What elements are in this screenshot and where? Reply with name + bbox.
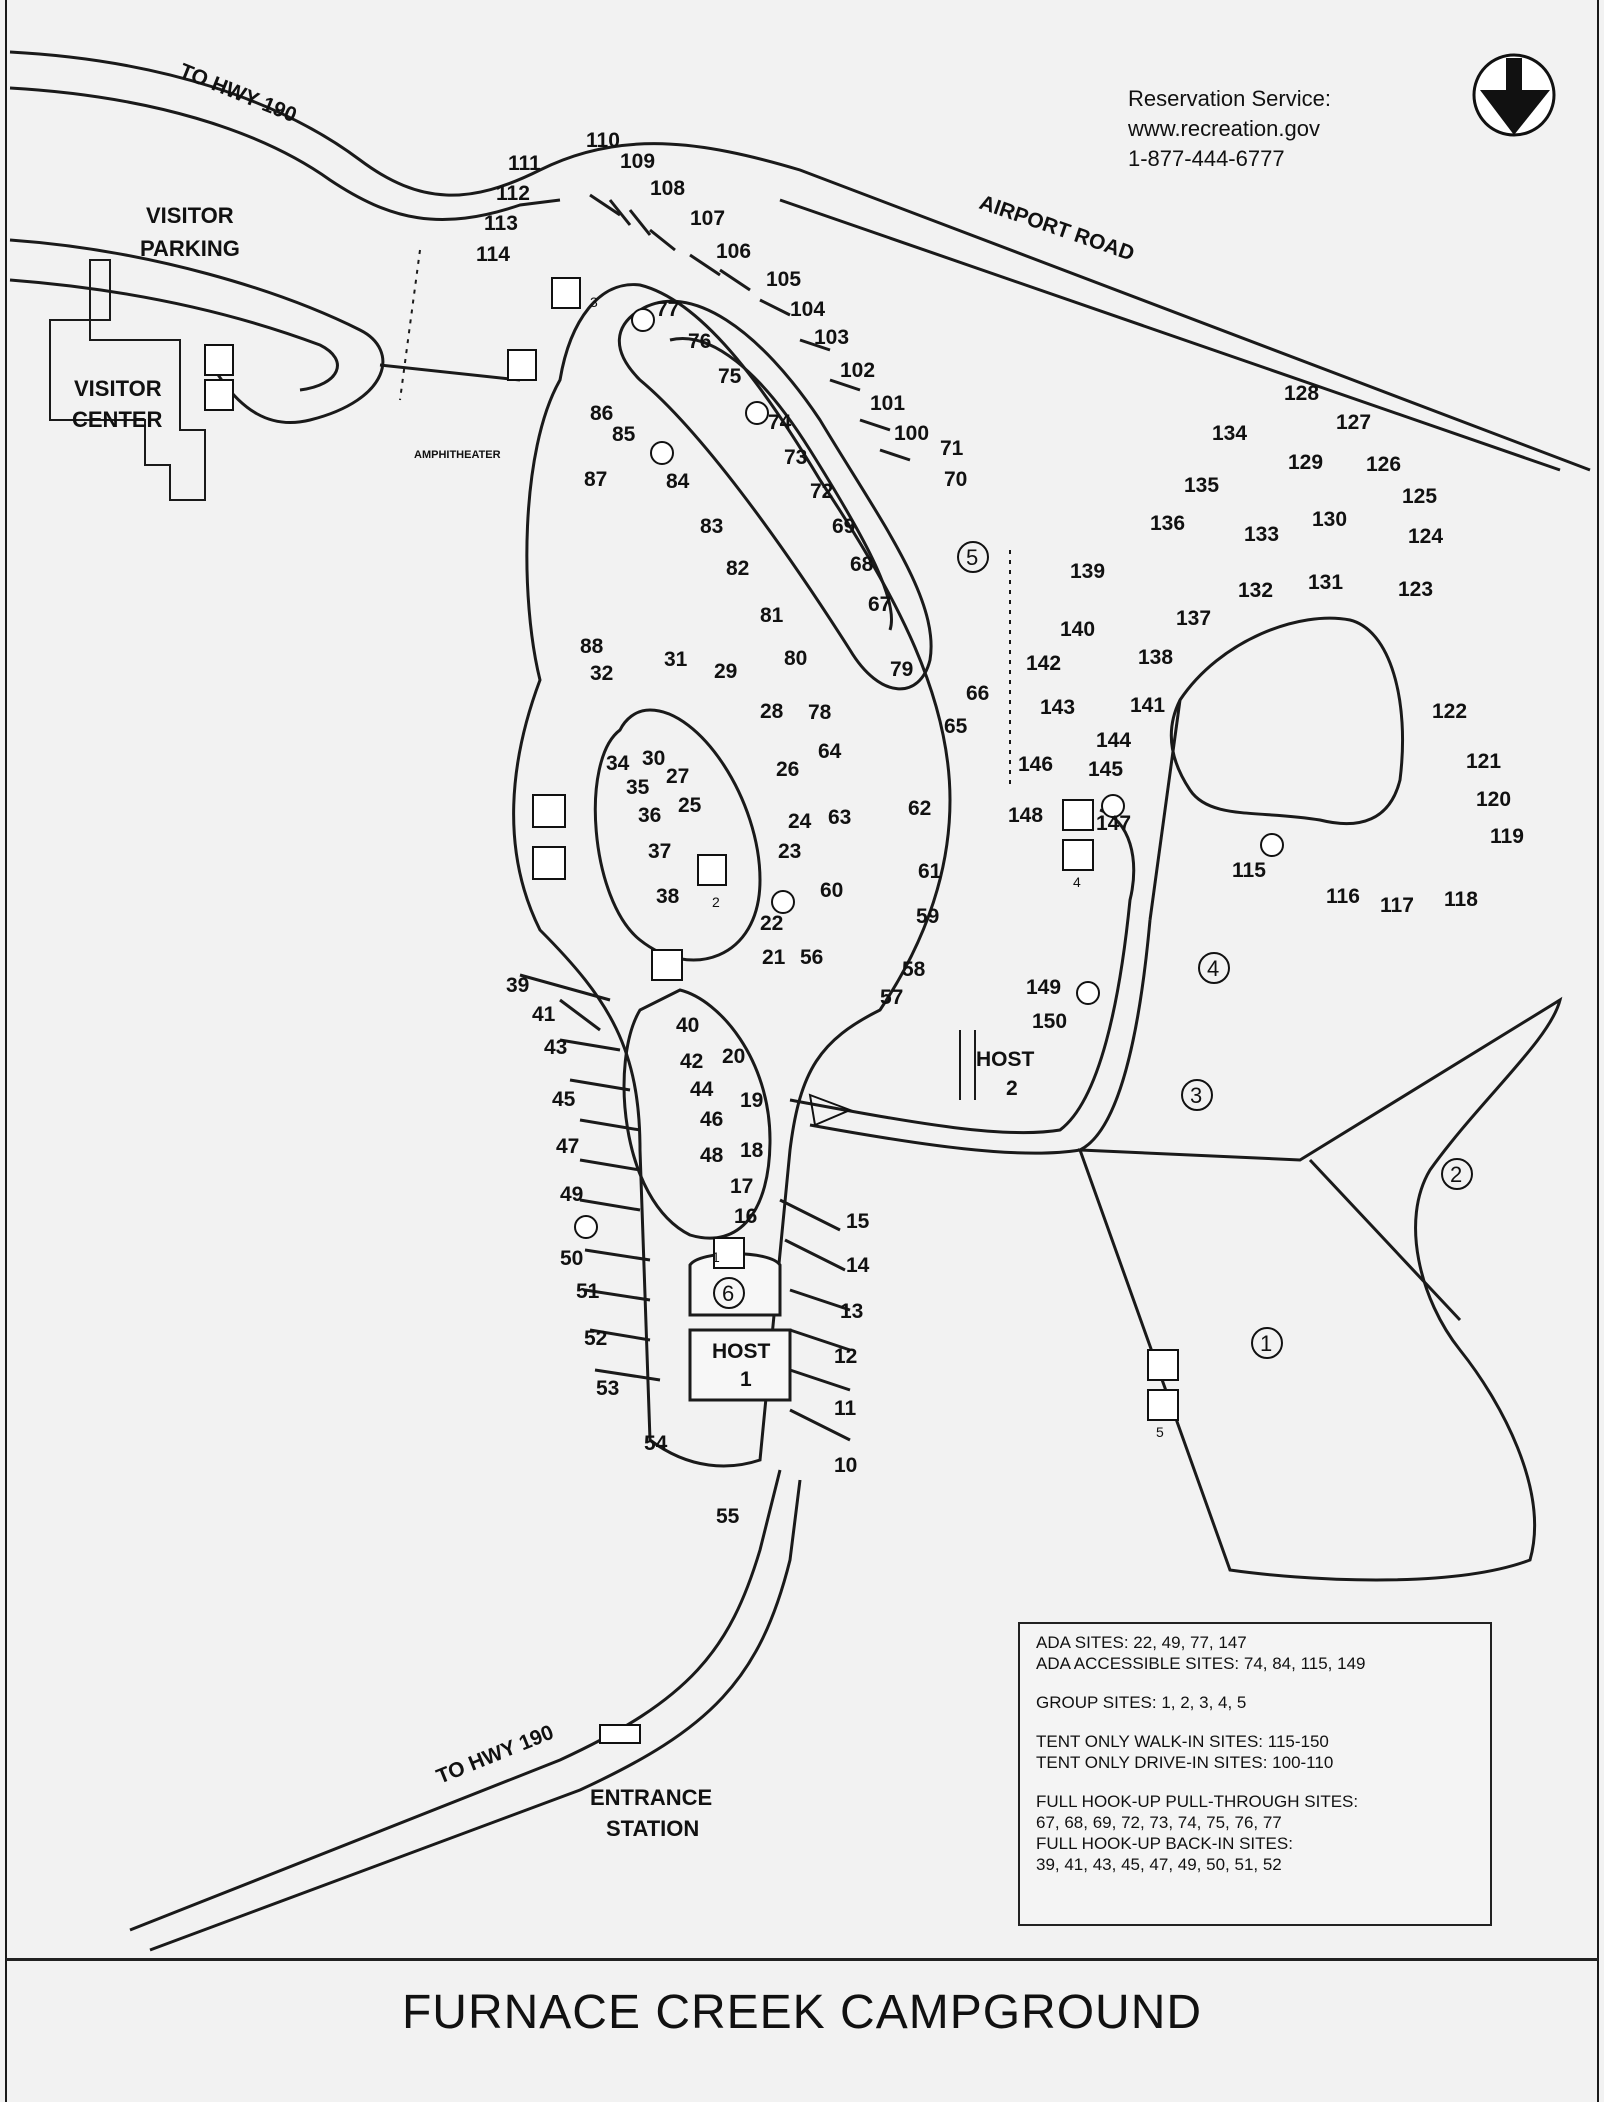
campsite-134[interactable]: 134 (1212, 422, 1248, 445)
legend-full-pull-label: FULL HOOK-UP PULL-THROUGH SITES: (1036, 1792, 1359, 1811)
amphitheater-label: AMPHITHEATER (414, 449, 501, 461)
campsite-82[interactable]: 82 (726, 557, 750, 580)
campsite-25[interactable]: 25 (678, 794, 702, 817)
campsite-21[interactable]: 21 (762, 946, 786, 969)
group-site-4[interactable]: 4 (1207, 956, 1220, 981)
campsite-30[interactable]: 30 (642, 747, 666, 770)
campsite-118[interactable]: 118 (1444, 888, 1478, 911)
group-site-1-loop[interactable] (1080, 1000, 1560, 1580)
campsite-149[interactable]: 149 (1026, 976, 1062, 999)
campsite-20[interactable]: 20 (722, 1045, 746, 1068)
campsite-76[interactable]: 76 (688, 330, 712, 353)
legend-group-sites: GROUP SITES: 1, 2, 3, 4, 5 (1036, 1693, 1247, 1712)
visitor-center-label-2: CENTER (72, 407, 163, 432)
host-1-label: HOST (712, 1340, 771, 1363)
campsite-150[interactable]: 150 (1032, 1010, 1068, 1033)
page-title: FURNACE CREEK CAMPGROUND (401, 1986, 1203, 2039)
campsite-69[interactable]: 69 (832, 515, 856, 538)
campsite-12[interactable]: 12 (834, 1345, 858, 1368)
campsite-41[interactable]: 41 (532, 1003, 556, 1026)
campsite-44[interactable]: 44 (690, 1078, 714, 1101)
campsite-87[interactable]: 87 (584, 468, 608, 491)
visitor-parking-road-inner (10, 280, 337, 390)
campsite-129[interactable]: 129 (1288, 451, 1324, 474)
restroom-number-2: 2 (712, 894, 720, 910)
campsite-83[interactable]: 83 (700, 515, 724, 538)
campsite-46[interactable]: 46 (700, 1108, 724, 1131)
campsite-23[interactable]: 23 (778, 840, 802, 863)
campsite-71[interactable]: 71 (940, 437, 964, 460)
visitor-parking-label-2: PARKING (140, 236, 240, 261)
campsite-47[interactable]: 47 (556, 1135, 580, 1158)
to-hwy-190-bottom-label: TO HWY 190 (433, 1720, 557, 1789)
campsite-68[interactable]: 68 (850, 553, 874, 576)
campsite-labels (476, 129, 1524, 1528)
group-site-3[interactable]: 3 (1190, 1083, 1203, 1108)
campsite-117[interactable]: 117 (1380, 894, 1414, 917)
campsite-29[interactable]: 29 (714, 660, 738, 683)
group-site-6[interactable]: 6 (722, 1281, 735, 1306)
footer-divider (6, 1958, 1598, 1961)
campsite-50[interactable]: 50 (560, 1247, 584, 1270)
campsite-107[interactable]: 107 (690, 207, 726, 230)
airport-road-label: AIRPORT ROAD (976, 190, 1138, 266)
campsite-86[interactable]: 86 (590, 402, 614, 425)
campsite-11[interactable]: 11 (834, 1397, 857, 1420)
campsite-122[interactable]: 122 (1432, 700, 1468, 723)
legend-ada-accessible-sites: ADA ACCESSIBLE SITES: 74, 84, 115, 149 (1036, 1654, 1366, 1673)
campsite-43[interactable]: 43 (544, 1036, 568, 1059)
entrance-road[interactable] (130, 1470, 780, 1930)
campsite-15[interactable]: 15 (846, 1210, 870, 1233)
campsite-133[interactable]: 133 (1244, 523, 1280, 546)
campsite-110[interactable]: 110 (586, 129, 620, 152)
campsite-113[interactable]: 113 (484, 212, 518, 235)
campsite-123[interactable]: 123 (1398, 578, 1434, 601)
campsite-100[interactable]: 100 (894, 422, 930, 445)
campsite-54[interactable]: 54 (644, 1432, 668, 1455)
group-site-2[interactable]: 2 (1450, 1162, 1463, 1187)
campsite-126[interactable]: 126 (1366, 453, 1402, 476)
restroom-number-4: 4 (1073, 874, 1081, 890)
campsite-49[interactable]: 49 (560, 1183, 584, 1206)
group-site-5[interactable]: 5 (966, 545, 979, 570)
campsite-104[interactable]: 104 (790, 298, 826, 321)
host-2-label: HOST (976, 1048, 1035, 1071)
legend-full-back-sites: 39, 41, 43, 45, 47, 49, 50, 51, 52 (1036, 1855, 1282, 1874)
campsite-51[interactable]: 51 (576, 1280, 600, 1303)
reservation-website[interactable]: www.recreation.gov (1128, 116, 1320, 141)
campsite-74[interactable]: 74 (768, 411, 792, 434)
campsite-148[interactable]: 148 (1008, 804, 1044, 827)
campsite-60[interactable]: 60 (820, 879, 844, 902)
legend-box (1018, 1622, 1492, 1926)
campsite-132[interactable]: 132 (1238, 579, 1274, 602)
restroom-number-5: 5 (1156, 1424, 1164, 1440)
campsite-84[interactable]: 84 (666, 470, 690, 493)
campsite-108[interactable]: 108 (650, 177, 686, 200)
restroom-number-1: 1 (712, 1249, 720, 1265)
campsite-28[interactable]: 28 (760, 700, 784, 723)
campsite-80[interactable]: 80 (784, 647, 808, 670)
campsite-88[interactable]: 88 (580, 635, 604, 658)
amphitheater-path[interactable] (380, 365, 520, 380)
campsite-19[interactable]: 19 (740, 1089, 764, 1112)
legend-full-pull-sites: 67, 68, 69, 72, 73, 74, 75, 76, 77 (1036, 1813, 1282, 1832)
campsite-63[interactable]: 63 (828, 806, 852, 829)
campsite-105[interactable]: 105 (766, 268, 802, 291)
campsite-139[interactable]: 139 (1070, 560, 1106, 583)
campsite-101[interactable]: 101 (870, 392, 906, 415)
campsite-32[interactable]: 32 (590, 662, 614, 685)
campsite-119[interactable]: 119 (1490, 825, 1524, 848)
campsite-53[interactable]: 53 (596, 1377, 620, 1400)
campsite-70[interactable]: 70 (944, 468, 968, 491)
campsite-67[interactable]: 67 (868, 593, 892, 616)
campsite-121[interactable]: 121 (1466, 750, 1502, 773)
campsite-24[interactable]: 24 (788, 810, 812, 833)
campsite-39[interactable]: 39 (506, 974, 530, 997)
campsite-34[interactable]: 34 (606, 752, 630, 775)
campsite-10[interactable]: 10 (834, 1454, 858, 1477)
campsite-109[interactable]: 109 (620, 150, 656, 173)
campsite-77[interactable]: 77 (656, 298, 680, 321)
tent-area-road[interactable] (1150, 700, 1180, 920)
campsite-145[interactable]: 145 (1088, 758, 1124, 781)
campsite-16[interactable]: 16 (734, 1205, 758, 1228)
campsite-144[interactable]: 144 (1096, 729, 1132, 752)
visitor-center-label-1: VISITOR (74, 376, 162, 401)
campsite-131[interactable]: 131 (1308, 571, 1344, 594)
campsite-62[interactable]: 62 (908, 797, 932, 820)
group-site-markers (714, 542, 1472, 1358)
campsite-31[interactable]: 31 (664, 648, 688, 671)
group-sites-road-edge (810, 920, 1150, 1153)
campsite-22[interactable]: 22 (760, 912, 784, 935)
campsite-14[interactable]: 14 (846, 1254, 870, 1277)
campsite-37[interactable]: 37 (648, 840, 672, 863)
campsite-116[interactable]: 116 (1326, 885, 1360, 908)
campsite-35[interactable]: 35 (626, 776, 650, 799)
campsite-58[interactable]: 58 (902, 958, 926, 981)
campsite-38[interactable]: 38 (656, 885, 680, 908)
to-hwy-190-top-label: TO HWY 190 (176, 59, 300, 128)
campsite-57[interactable]: 57 (880, 986, 904, 1009)
campsite-141[interactable]: 141 (1130, 694, 1166, 717)
reservation-phone[interactable]: 1-877-444-6777 (1128, 146, 1285, 171)
campsite-75[interactable]: 75 (718, 365, 742, 388)
visitor-parking-label-1: VISITOR (146, 203, 234, 228)
campsite-52[interactable]: 52 (584, 1327, 608, 1350)
campsite-124[interactable]: 124 (1408, 525, 1444, 548)
legend-tent-drive-in: TENT ONLY DRIVE-IN SITES: 100-110 (1036, 1753, 1334, 1772)
campsite-40[interactable]: 40 (676, 1014, 700, 1037)
campsite-120[interactable]: 120 (1476, 788, 1512, 811)
reservation-info (1128, 84, 1331, 174)
north-arrow-icon (1474, 55, 1554, 135)
group-site-1[interactable]: 1 (1260, 1331, 1273, 1356)
campsite-18[interactable]: 18 (740, 1139, 764, 1162)
campsite-26[interactable]: 26 (776, 758, 800, 781)
campsite-48[interactable]: 48 (700, 1144, 724, 1167)
entrance-station-label-1: ENTRANCE (590, 1785, 713, 1810)
campsite-85[interactable]: 85 (612, 423, 636, 446)
inner-loop-a[interactable] (595, 710, 760, 960)
campsite-72[interactable]: 72 (810, 480, 834, 503)
campsite-140[interactable]: 140 (1060, 618, 1096, 641)
legend-tent-walk-in: TENT ONLY WALK-IN SITES: 115-150 (1036, 1732, 1329, 1751)
campsite-112[interactable]: 112 (496, 182, 530, 205)
campsite-130[interactable]: 130 (1312, 508, 1348, 531)
campsite-13[interactable]: 13 (840, 1300, 864, 1323)
campsite-142[interactable]: 142 (1026, 652, 1062, 675)
restroom-icon (205, 278, 1178, 1420)
campsite-64[interactable]: 64 (818, 740, 842, 763)
entrance-road-edge (150, 1480, 800, 1950)
campsite-78[interactable]: 78 (808, 701, 832, 724)
campsite-59[interactable]: 59 (916, 905, 940, 928)
campsite-42[interactable]: 42 (680, 1050, 704, 1073)
campsite-79[interactable]: 79 (890, 658, 914, 681)
campsite-102[interactable]: 102 (840, 359, 876, 382)
campsite-61[interactable]: 61 (918, 860, 942, 883)
legend-full-back-label: FULL HOOK-UP BACK-IN SITES: (1036, 1834, 1293, 1853)
tent-area-loop[interactable] (1171, 618, 1402, 824)
campsite-36[interactable]: 36 (638, 804, 662, 827)
campsite-136[interactable]: 136 (1150, 512, 1186, 535)
campsite-106[interactable]: 106 (716, 240, 752, 263)
reservation-label: Reservation Service: (1128, 86, 1331, 111)
campsite-146[interactable]: 146 (1018, 753, 1054, 776)
walk-path (400, 250, 420, 400)
campsite-65[interactable]: 65 (944, 715, 968, 738)
campsite-127[interactable]: 127 (1336, 411, 1372, 434)
legend-ada-sites: ADA SITES: 22, 49, 77, 147 (1036, 1633, 1247, 1652)
entrance-station-label-2: STATION (606, 1816, 700, 1841)
pull-through-loop[interactable] (619, 301, 931, 689)
entrance-station-booth (600, 1725, 640, 1743)
campsite-73[interactable]: 73 (784, 446, 808, 469)
campsite-114[interactable]: 114 (476, 243, 510, 266)
campsite-55[interactable]: 55 (716, 1505, 740, 1528)
campsite-56[interactable]: 56 (800, 946, 824, 969)
campsite-138[interactable]: 138 (1138, 646, 1174, 669)
campsite-135[interactable]: 135 (1184, 474, 1220, 497)
campsite-147[interactable]: 147 (1096, 812, 1132, 835)
campsite-125[interactable]: 125 (1402, 485, 1438, 508)
host-2-pad (960, 1030, 975, 1100)
host-1-number: 1 (740, 1368, 752, 1391)
campsite-27[interactable]: 27 (666, 765, 690, 788)
campsite-103[interactable]: 103 (814, 326, 850, 349)
campsite-45[interactable]: 45 (552, 1088, 576, 1111)
host-2-number: 2 (1006, 1077, 1018, 1100)
campsite-137[interactable]: 137 (1176, 607, 1212, 630)
campsite-66[interactable]: 66 (966, 682, 990, 705)
visitor-parking-road[interactable] (10, 240, 383, 423)
campsite-111[interactable]: 111 (508, 152, 541, 175)
campsite-143[interactable]: 143 (1040, 696, 1076, 719)
campsite-17[interactable]: 17 (730, 1175, 754, 1198)
campsite-81[interactable]: 81 (760, 604, 784, 627)
group-site-2-road[interactable] (1310, 1160, 1463, 1320)
campsite-128[interactable]: 128 (1284, 382, 1320, 405)
campsite-115[interactable]: 115 (1232, 859, 1266, 882)
restroom-number-3: 3 (590, 294, 598, 310)
